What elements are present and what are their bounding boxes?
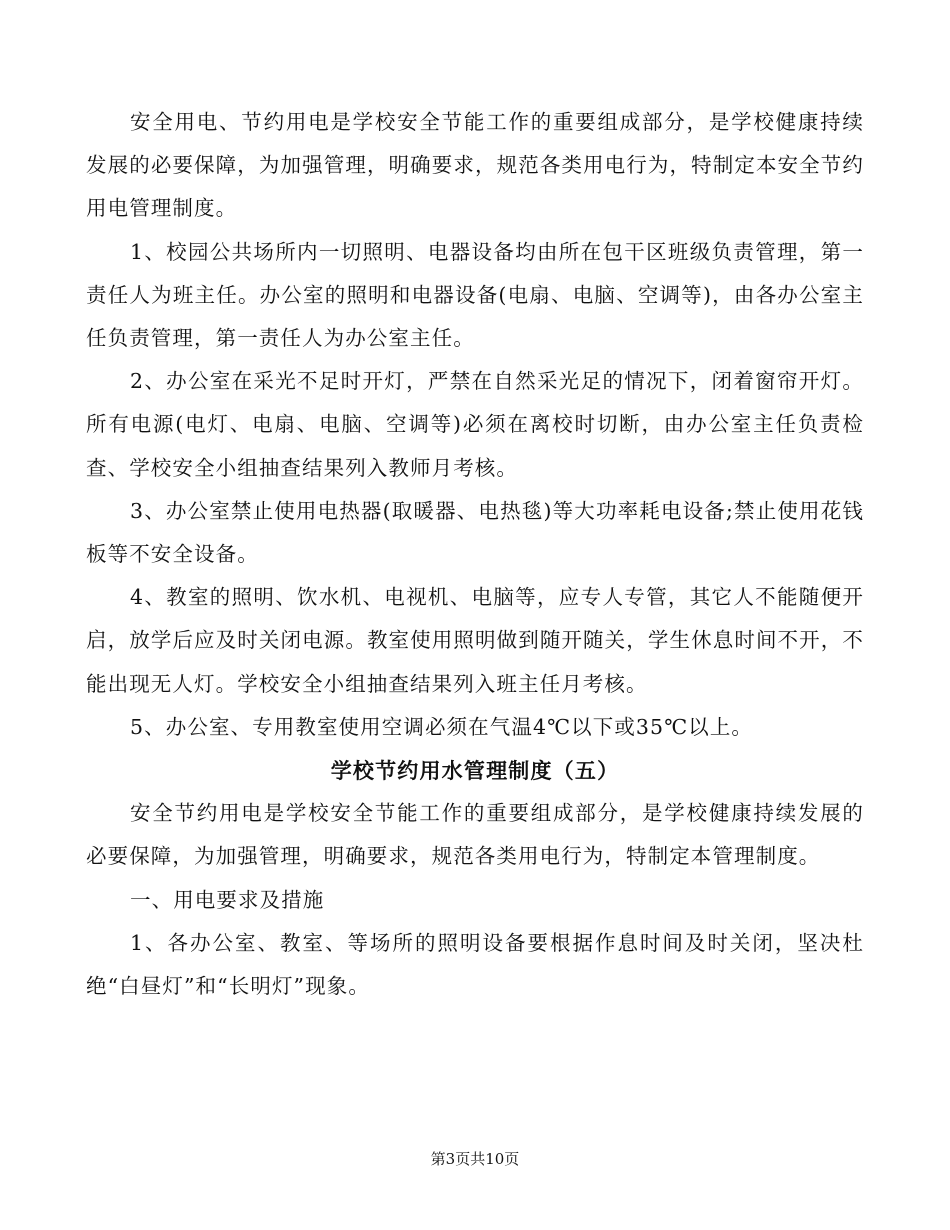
rule-1-paragraph: 1、校园公共场所内一切照明、电器设备均由所在包干区班级负责管理，第一责任人为班主任。办公室的照明和电器设备(电扇、电脑、空调等)，由各办公室主任负责管理，第一责任人为办公室主任。: [86, 239, 864, 351]
document-body: [86, 101, 864, 1008]
rule-4-paragraph: 4、教室的照明、饮水机、电视机、电脑等，应专人专管，其它人不能随便开启，放学后应及时关闭电源。教室使用照明做到随开随关，学生休息时间不开，不能出现无人灯。学校安全小组抽查结果列入班主任月考核。: [86, 585, 864, 696]
section-intro-paragraph: 安全节约用电是学校安全节能工作的重要组成部分，是学校健康持续发展的必要保障，为加强管理，明确要求，规范各类用电行为，特制定本管理制度。: [86, 801, 864, 869]
rule-5-paragraph: 5、办公室、专用教室使用空调必须在气温4℃以下或35℃以上。: [130, 714, 754, 739]
rule-3-paragraph: 3、办公室禁止使用电热器(取暖器、电热毯)等大功率耗电设备;禁止使用花钱板等不安全设备。: [86, 498, 864, 567]
rule-2-paragraph: 2、办公室在采光不足时开灯，严禁在自然采光足的情况下，闭着窗帘开灯。所有电源(电灯、电扇、电脑、空调等)必须在离校时切断，由办公室主任负责检查、学校安全小组抽查结果列入教师月考核。: [86, 369, 864, 480]
subsection-heading: 一、用电要求及措施: [130, 887, 325, 912]
measure-1-paragraph: 1、各办公室、教室、等场所的照明设备要根据作息时间及时关闭，坚决杜绝“白昼灯”和“长明灯”现象。: [86, 930, 864, 999]
page-number: 第3页共10页: [430, 1150, 520, 1168]
intro-paragraph: 安全用电、节约用电是学校安全节能工作的重要组成部分，是学校健康持续发展的必要保障，为加强管理，明确要求，规范各类用电行为，特制定本安全节约用电管理制度。: [86, 110, 864, 221]
section-title: 学校节约用水管理制度（五）: [330, 758, 620, 784]
